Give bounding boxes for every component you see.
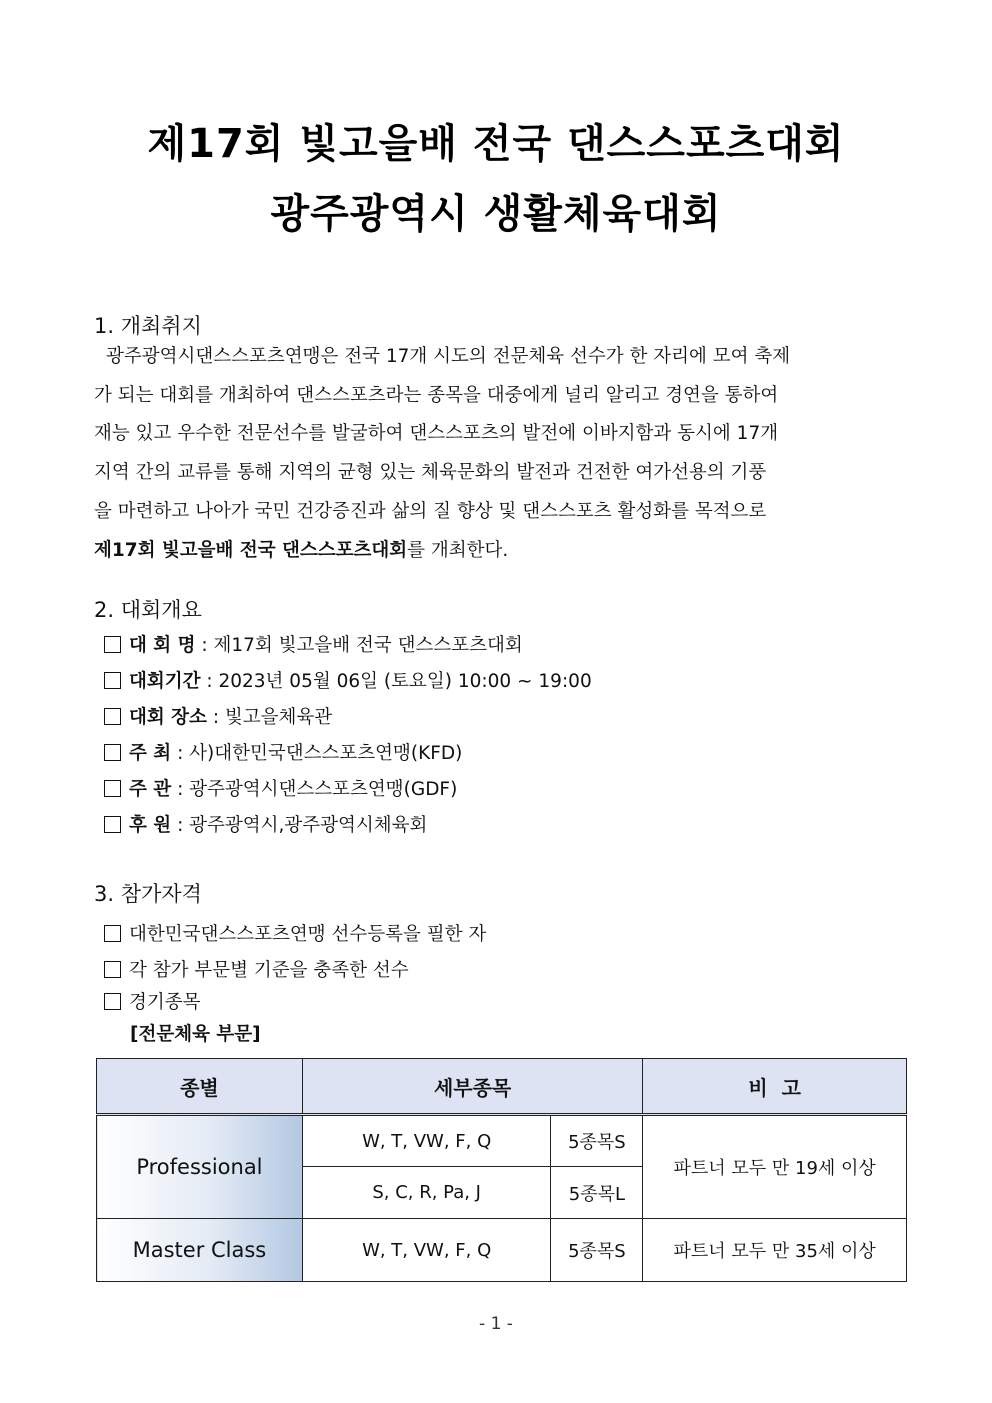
paragraph-line: 광주광역시댄스스포츠연맹은 전국 17개 시도의 전문체육 선수가 한 자리에 모여 축제 (106, 346, 791, 367)
document-title: 제17회 빛고을배 전국 댄스스포츠대회 (147, 121, 845, 167)
section3-heading: 3. 참가자격 (94, 882, 202, 906)
events-table (96, 1058, 907, 1282)
section1-paragraph (94, 338, 900, 570)
table-row (97, 1115, 907, 1167)
note-cell: 파트너 모두 만 35세 이상 (643, 1219, 907, 1282)
events-cell: W, T, VW, F, Q (302, 1219, 551, 1282)
count-cell: 5종목S (551, 1219, 643, 1282)
table-header-row (97, 1059, 907, 1115)
table-row (97, 1219, 907, 1282)
checkbox-icon (104, 708, 121, 725)
category-cell: Professional (97, 1115, 303, 1219)
checkbox-icon (104, 925, 121, 942)
eligibility-item: 각 참가 부문별 기준을 충족한 선수 (104, 956, 409, 982)
overview-item-host: 주 최 : 사)대한민국댄스스포츠연맹(KFD) (104, 739, 462, 765)
document-subtitle: 광주광역시 생활체육대회 (270, 191, 722, 237)
header-note: 비 고 (643, 1059, 907, 1115)
checkbox-icon (104, 672, 121, 689)
eligibility-item: 대한민국댄스스포츠연맹 선수등록을 필한 자 (104, 920, 486, 946)
checkbox-icon (104, 816, 121, 833)
overview-item-period: 대회기간 : 2023년 05월 06일 (토요일) 10:00 ~ 19:00 (104, 667, 592, 693)
paragraph-line: 을 마련하고 나아가 국민 건강증진과 삶의 질 향상 및 댄스스포츠 활성화를 목적으로 (94, 500, 767, 522)
overview-item-organizer: 주 관 : 광주광역시댄스스포츠연맹(GDF) (104, 775, 457, 801)
checkbox-icon (104, 961, 121, 978)
overview-item-sponsor: 후 원 : 광주광역시,광주광역시체육회 (104, 811, 427, 837)
paragraph-line: 제17회 빛고을배 전국 댄스스포츠대회를 개최한다. (94, 539, 509, 561)
header-category: 종별 (97, 1059, 303, 1115)
paragraph-line: 지역 간의 교류를 통해 지역의 균형 있는 체육문화의 발전과 건전한 여가선용의 기풍 (94, 462, 767, 484)
paragraph-line: 재능 있고 우수한 전문선수를 발굴하여 댄스스포츠의 발전에 이바지함과 동시에 17개 (94, 423, 779, 445)
count-cell: 5종목L (551, 1167, 643, 1219)
section1-heading: 1. 개최취지 (94, 314, 202, 338)
event-name-bold: 제17회 빛고을배 전국 댄스스포츠대회 (94, 539, 408, 561)
header-events: 세부종목 (302, 1059, 642, 1115)
section2-heading: 2. 대회개요 (94, 598, 202, 622)
category-cell: Master Class (97, 1219, 303, 1282)
eligibility-item: 경기종목 (104, 988, 200, 1014)
paragraph-line: 가 되는 대회를 개최하여 댄스스포츠라는 종목을 대중에게 널리 알리고 경연을 통하여 (94, 384, 779, 406)
events-cell: W, T, VW, F, Q (302, 1115, 551, 1167)
checkbox-icon (104, 993, 121, 1010)
count-cell: 5종목S (551, 1115, 643, 1167)
note-cell: 파트너 모두 만 19세 이상 (643, 1115, 907, 1219)
overview-item-venue: 대회 장소 : 빛고을체육관 (104, 703, 332, 729)
overview-item-name: 대 회 명 : 제17회 빛고을배 전국 댄스스포츠대회 (104, 631, 523, 657)
page-number: - 1 - (479, 1314, 513, 1334)
checkbox-icon (104, 636, 121, 653)
checkbox-icon (104, 780, 121, 797)
events-cell: S, C, R, Pa, J (302, 1167, 551, 1219)
checkbox-icon (104, 744, 121, 761)
table-subheading: [전문체육 부문] (130, 1024, 261, 1045)
